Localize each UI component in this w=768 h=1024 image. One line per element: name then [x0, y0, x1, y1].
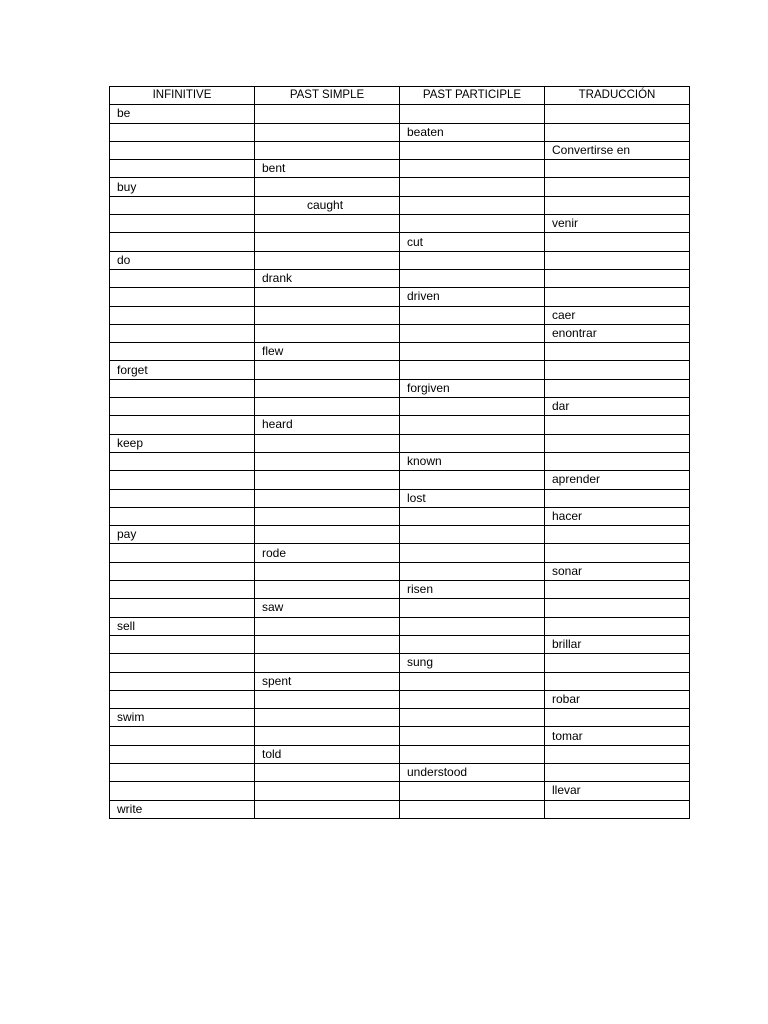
- past-participle-cell: risen: [400, 581, 545, 599]
- infinitive-cell: [110, 416, 255, 434]
- infinitive-cell: [110, 269, 255, 287]
- traduccion-cell: [545, 654, 690, 672]
- past-participle-cell: [400, 471, 545, 489]
- past-simple-cell: [255, 215, 400, 233]
- past-simple-cell: [255, 251, 400, 269]
- infinitive-cell: [110, 782, 255, 800]
- past-simple-cell: [255, 617, 400, 635]
- past-simple-cell: [255, 233, 400, 251]
- traduccion-cell: venir: [545, 215, 690, 233]
- past-simple-cell: flew: [255, 343, 400, 361]
- infinitive-cell: [110, 672, 255, 690]
- table-row: [110, 709, 690, 727]
- infinitive-cell: sell: [110, 617, 255, 635]
- past-participle-cell: known: [400, 452, 545, 470]
- table-row: [110, 196, 690, 214]
- traduccion-cell: [545, 178, 690, 196]
- traduccion-cell: llevar: [545, 782, 690, 800]
- past-participle-cell: [400, 178, 545, 196]
- traduccion-cell: dar: [545, 398, 690, 416]
- table-row: [110, 123, 690, 141]
- infinitive-cell: [110, 306, 255, 324]
- traduccion-cell: [545, 361, 690, 379]
- past-simple-cell: caught: [255, 196, 400, 214]
- header-past-simple: PAST SIMPLE: [255, 87, 400, 105]
- traduccion-cell: hacer: [545, 507, 690, 525]
- past-participle-cell: understood: [400, 763, 545, 781]
- table-row: [110, 690, 690, 708]
- table-row: [110, 141, 690, 159]
- traduccion-cell: [545, 343, 690, 361]
- past-simple-cell: [255, 581, 400, 599]
- infinitive-cell: [110, 507, 255, 525]
- past-simple-cell: spent: [255, 672, 400, 690]
- past-participle-cell: [400, 416, 545, 434]
- table-row: [110, 672, 690, 690]
- traduccion-cell: [545, 233, 690, 251]
- traduccion-cell: [545, 434, 690, 452]
- past-simple-cell: [255, 178, 400, 196]
- past-simple-cell: heard: [255, 416, 400, 434]
- past-participle-cell: [400, 361, 545, 379]
- infinitive-cell: forget: [110, 361, 255, 379]
- infinitive-cell: [110, 288, 255, 306]
- past-simple-cell: [255, 489, 400, 507]
- table-row: [110, 800, 690, 818]
- past-simple-cell: [255, 635, 400, 653]
- table-row: [110, 343, 690, 361]
- irregular-verbs-table: [109, 86, 690, 819]
- traduccion-cell: [545, 526, 690, 544]
- traduccion-cell: [545, 489, 690, 507]
- infinitive-cell: buy: [110, 178, 255, 196]
- traduccion-cell: [545, 544, 690, 562]
- infinitive-cell: be: [110, 105, 255, 123]
- header-infinitive: INFINITIVE: [110, 87, 255, 105]
- infinitive-cell: [110, 654, 255, 672]
- infinitive-cell: [110, 599, 255, 617]
- past-participle-cell: [400, 215, 545, 233]
- traduccion-cell: brillar: [545, 635, 690, 653]
- infinitive-cell: pay: [110, 526, 255, 544]
- past-participle-cell: sung: [400, 654, 545, 672]
- table-row: [110, 562, 690, 580]
- infinitive-cell: [110, 581, 255, 599]
- table-row: [110, 379, 690, 397]
- traduccion-cell: [545, 745, 690, 763]
- past-simple-cell: bent: [255, 160, 400, 178]
- table-row: [110, 416, 690, 434]
- past-simple-cell: [255, 507, 400, 525]
- past-simple-cell: [255, 782, 400, 800]
- infinitive-cell: keep: [110, 434, 255, 452]
- infinitive-cell: swim: [110, 709, 255, 727]
- past-participle-cell: [400, 599, 545, 617]
- infinitive-cell: [110, 635, 255, 653]
- table-row: [110, 269, 690, 287]
- traduccion-cell: caer: [545, 306, 690, 324]
- table-row: [110, 599, 690, 617]
- past-simple-cell: [255, 324, 400, 342]
- traduccion-cell: sonar: [545, 562, 690, 580]
- traduccion-cell: [545, 617, 690, 635]
- table-row: [110, 471, 690, 489]
- past-simple-cell: [255, 690, 400, 708]
- traduccion-cell: [545, 269, 690, 287]
- past-participle-cell: [400, 782, 545, 800]
- table-row: [110, 160, 690, 178]
- traduccion-cell: [545, 379, 690, 397]
- traduccion-cell: [545, 599, 690, 617]
- past-participle-cell: [400, 398, 545, 416]
- past-participle-cell: [400, 709, 545, 727]
- table-row: [110, 398, 690, 416]
- table-row: [110, 507, 690, 525]
- past-simple-cell: [255, 361, 400, 379]
- header-past-participle: PAST PARTICIPLE: [400, 87, 545, 105]
- traduccion-cell: robar: [545, 690, 690, 708]
- past-simple-cell: [255, 434, 400, 452]
- table-row: [110, 782, 690, 800]
- table-row: [110, 324, 690, 342]
- past-simple-cell: [255, 471, 400, 489]
- infinitive-cell: [110, 745, 255, 763]
- infinitive-cell: [110, 160, 255, 178]
- traduccion-cell: [545, 763, 690, 781]
- infinitive-cell: [110, 123, 255, 141]
- past-simple-cell: [255, 763, 400, 781]
- past-participle-cell: driven: [400, 288, 545, 306]
- past-simple-cell: drank: [255, 269, 400, 287]
- past-participle-cell: [400, 324, 545, 342]
- infinitive-cell: [110, 141, 255, 159]
- past-simple-cell: saw: [255, 599, 400, 617]
- past-participle-cell: [400, 196, 545, 214]
- table-row: [110, 727, 690, 745]
- table-row: [110, 215, 690, 233]
- past-simple-cell: [255, 105, 400, 123]
- past-participle-cell: [400, 745, 545, 763]
- traduccion-cell: [545, 251, 690, 269]
- past-participle-cell: [400, 160, 545, 178]
- past-simple-cell: [255, 306, 400, 324]
- past-participle-cell: [400, 562, 545, 580]
- past-simple-cell: told: [255, 745, 400, 763]
- table-row: [110, 581, 690, 599]
- infinitive-cell: [110, 343, 255, 361]
- table-row: [110, 635, 690, 653]
- header-row: [110, 87, 690, 105]
- past-simple-cell: [255, 562, 400, 580]
- infinitive-cell: [110, 763, 255, 781]
- past-participle-cell: [400, 105, 545, 123]
- past-participle-cell: [400, 800, 545, 818]
- table-row: [110, 654, 690, 672]
- past-participle-cell: [400, 727, 545, 745]
- infinitive-cell: write: [110, 800, 255, 818]
- traduccion-cell: [545, 672, 690, 690]
- past-simple-cell: [255, 727, 400, 745]
- past-simple-cell: [255, 141, 400, 159]
- traduccion-cell: [545, 105, 690, 123]
- infinitive-cell: [110, 727, 255, 745]
- table-row: [110, 526, 690, 544]
- past-simple-cell: [255, 398, 400, 416]
- traduccion-cell: Convertirse en: [545, 141, 690, 159]
- traduccion-cell: [545, 452, 690, 470]
- past-simple-cell: [255, 526, 400, 544]
- table-row: [110, 251, 690, 269]
- infinitive-cell: [110, 544, 255, 562]
- table-row: [110, 544, 690, 562]
- table-row: [110, 745, 690, 763]
- table-row: [110, 306, 690, 324]
- traduccion-cell: aprender: [545, 471, 690, 489]
- infinitive-cell: [110, 398, 255, 416]
- past-participle-cell: cut: [400, 233, 545, 251]
- header-traduccion: TRADUCCIÓN: [545, 87, 690, 105]
- table-body: [110, 105, 690, 819]
- traduccion-cell: [545, 416, 690, 434]
- past-participle-cell: [400, 269, 545, 287]
- past-participle-cell: [400, 635, 545, 653]
- table-row: [110, 763, 690, 781]
- past-participle-cell: beaten: [400, 123, 545, 141]
- past-participle-cell: [400, 672, 545, 690]
- past-participle-cell: [400, 690, 545, 708]
- past-participle-cell: [400, 544, 545, 562]
- traduccion-cell: [545, 123, 690, 141]
- infinitive-cell: [110, 233, 255, 251]
- past-participle-cell: [400, 526, 545, 544]
- past-participle-cell: [400, 141, 545, 159]
- past-simple-cell: [255, 288, 400, 306]
- past-participle-cell: [400, 507, 545, 525]
- past-simple-cell: [255, 800, 400, 818]
- infinitive-cell: do: [110, 251, 255, 269]
- infinitive-cell: [110, 562, 255, 580]
- infinitive-cell: [110, 324, 255, 342]
- table-row: [110, 178, 690, 196]
- infinitive-cell: [110, 215, 255, 233]
- past-simple-cell: rode: [255, 544, 400, 562]
- infinitive-cell: [110, 379, 255, 397]
- infinitive-cell: [110, 489, 255, 507]
- table-row: [110, 105, 690, 123]
- infinitive-cell: [110, 196, 255, 214]
- past-simple-cell: [255, 379, 400, 397]
- past-participle-cell: [400, 434, 545, 452]
- table-row: [110, 288, 690, 306]
- table-row: [110, 361, 690, 379]
- past-simple-cell: [255, 452, 400, 470]
- past-participle-cell: [400, 306, 545, 324]
- traduccion-cell: [545, 581, 690, 599]
- past-simple-cell: [255, 709, 400, 727]
- traduccion-cell: [545, 196, 690, 214]
- traduccion-cell: enontrar: [545, 324, 690, 342]
- past-simple-cell: [255, 123, 400, 141]
- table-row: [110, 489, 690, 507]
- traduccion-cell: [545, 288, 690, 306]
- traduccion-cell: [545, 160, 690, 178]
- table-row: [110, 233, 690, 251]
- infinitive-cell: [110, 452, 255, 470]
- table-row: [110, 617, 690, 635]
- infinitive-cell: [110, 471, 255, 489]
- traduccion-cell: [545, 800, 690, 818]
- traduccion-cell: [545, 709, 690, 727]
- past-participle-cell: [400, 251, 545, 269]
- table-row: [110, 434, 690, 452]
- table-row: [110, 452, 690, 470]
- infinitive-cell: [110, 690, 255, 708]
- past-simple-cell: [255, 654, 400, 672]
- traduccion-cell: tomar: [545, 727, 690, 745]
- past-participle-cell: lost: [400, 489, 545, 507]
- past-participle-cell: [400, 343, 545, 361]
- past-participle-cell: [400, 617, 545, 635]
- past-participle-cell: forgiven: [400, 379, 545, 397]
